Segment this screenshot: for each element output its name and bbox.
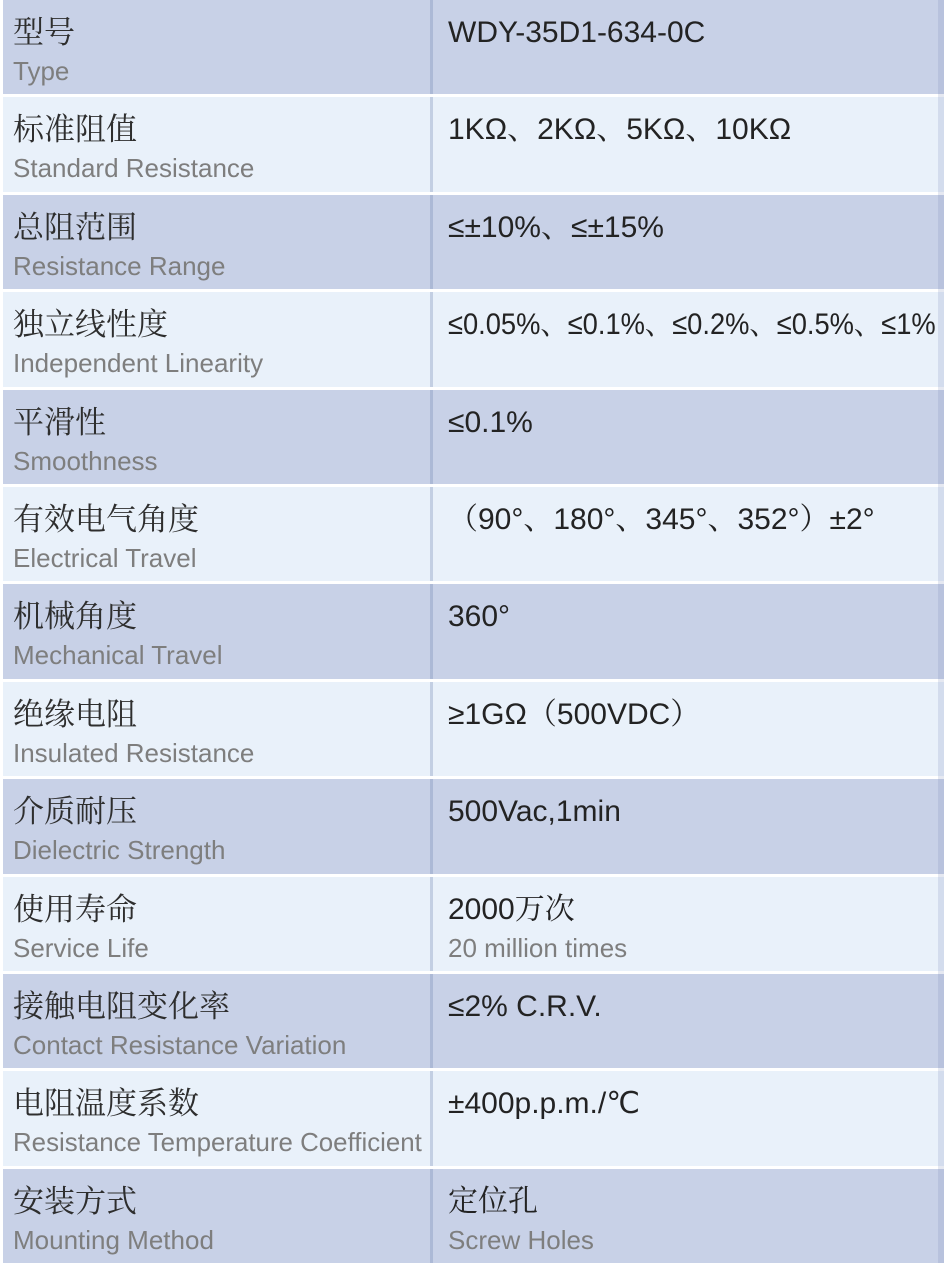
spec-label-en: Mounting Method bbox=[13, 1224, 214, 1255]
spec-value-cell bbox=[433, 487, 944, 581]
spec-value: 定位孔 bbox=[448, 1184, 538, 1218]
spec-label-cell bbox=[3, 0, 430, 94]
spec-row bbox=[3, 487, 944, 581]
spec-value-cell bbox=[433, 1169, 944, 1263]
spec-value-cell bbox=[433, 97, 944, 191]
spec-label-zh: 接触电阻变化率 bbox=[13, 988, 230, 1024]
spec-row bbox=[3, 97, 944, 191]
spec-label-zh: 介质耐压 bbox=[13, 794, 137, 830]
spec-value: WDY-35D1-634-0C bbox=[448, 16, 706, 49]
spec-row bbox=[3, 390, 944, 484]
spec-label-en: Independent Linearity bbox=[13, 348, 264, 379]
spec-label-cell bbox=[3, 779, 430, 873]
spec-label-zh: 总阻范围 bbox=[13, 209, 137, 245]
spec-value: （90°、180°、345°、352°）±2° bbox=[448, 502, 875, 536]
spec-label-cell bbox=[3, 682, 430, 776]
spec-label-en: Resistance Range bbox=[13, 250, 226, 281]
spec-value-cell bbox=[433, 877, 944, 971]
spec-value-cell bbox=[433, 0, 944, 94]
spec-label-en: Mechanical Travel bbox=[13, 640, 223, 671]
spec-value-sub: Screw Holes bbox=[448, 1224, 594, 1255]
spec-label-cell bbox=[3, 97, 430, 191]
spec-value: ≥1GΩ（500VDC） bbox=[448, 697, 701, 731]
spec-label-zh: 独立线性度 bbox=[13, 307, 168, 343]
spec-label-en: Type bbox=[13, 56, 70, 86]
spec-label-zh: 机械角度 bbox=[13, 599, 137, 635]
spec-label-cell bbox=[3, 1169, 430, 1263]
spec-label-en: Smoothness bbox=[13, 445, 158, 476]
spec-label-en: Dielectric Strength bbox=[13, 835, 226, 866]
spec-value-cell bbox=[433, 779, 944, 873]
spec-label-en: Electrical Travel bbox=[13, 542, 197, 573]
spec-row bbox=[3, 195, 944, 289]
spec-value: ≤0.05%、≤0.1%、≤0.2%、≤0.5%、≤1% bbox=[448, 308, 936, 342]
spec-row bbox=[3, 682, 944, 776]
spec-label-en: Contact Resistance Variation bbox=[13, 1029, 347, 1060]
spec-label-cell bbox=[3, 390, 430, 484]
spec-label-zh: 有效电气角度 bbox=[13, 501, 199, 537]
spec-label-zh: 安装方式 bbox=[13, 1183, 137, 1219]
spec-value-cell bbox=[433, 584, 944, 678]
spec-value-cell bbox=[433, 1071, 944, 1165]
spec-label-cell bbox=[3, 487, 430, 581]
spec-row bbox=[3, 292, 944, 386]
spec-value: ≤±10%、≤±15% bbox=[448, 210, 664, 244]
spec-row bbox=[3, 0, 944, 94]
spec-label-zh: 标准阻值 bbox=[13, 112, 137, 148]
spec-value-cell bbox=[433, 390, 944, 484]
spec-label-zh: 型号 bbox=[13, 15, 75, 50]
spec-value: 1KΩ、2KΩ、5KΩ、10KΩ bbox=[448, 113, 792, 147]
spec-label-cell bbox=[3, 292, 430, 386]
spec-label-en: Insulated Resistance bbox=[13, 737, 255, 768]
spec-label-en: Service Life bbox=[13, 932, 149, 963]
spec-label-en: Standard Resistance bbox=[13, 153, 255, 184]
spec-value: 2000万次 bbox=[448, 892, 575, 926]
spec-label-zh: 绝缘电阻 bbox=[13, 696, 137, 732]
spec-label-cell bbox=[3, 877, 430, 971]
spec-value-cell bbox=[433, 974, 944, 1068]
spec-row bbox=[3, 779, 944, 873]
spec-label-zh: 使用寿命 bbox=[13, 891, 137, 927]
spec-row bbox=[3, 584, 944, 678]
spec-value: 500Vac,1min bbox=[448, 795, 621, 829]
spec-label-cell bbox=[3, 974, 430, 1068]
spec-value: 360° bbox=[448, 600, 511, 634]
spec-value-cell bbox=[433, 682, 944, 776]
spec-value-sub: 20 million times bbox=[448, 932, 628, 963]
spec-value: ≤2% C.R.V. bbox=[448, 989, 602, 1023]
spec-value-cell bbox=[433, 195, 944, 289]
spec-label-cell bbox=[3, 1071, 430, 1165]
spec-row bbox=[3, 877, 944, 971]
spec-label-zh: 电阻温度系数 bbox=[13, 1086, 199, 1122]
spec-row bbox=[3, 1071, 944, 1165]
spec-value-cell bbox=[433, 292, 944, 386]
spec-value: ±400p.p.m./℃ bbox=[448, 1087, 640, 1121]
spec-label-zh: 平滑性 bbox=[13, 404, 106, 440]
spec-row bbox=[3, 1169, 944, 1263]
spec-label-cell bbox=[3, 195, 430, 289]
spec-row bbox=[3, 974, 944, 1068]
spec-label-cell bbox=[3, 584, 430, 678]
spec-value: ≤0.1% bbox=[448, 405, 533, 439]
spec-label-en: Resistance Temperature Coefficient bbox=[13, 1127, 422, 1158]
